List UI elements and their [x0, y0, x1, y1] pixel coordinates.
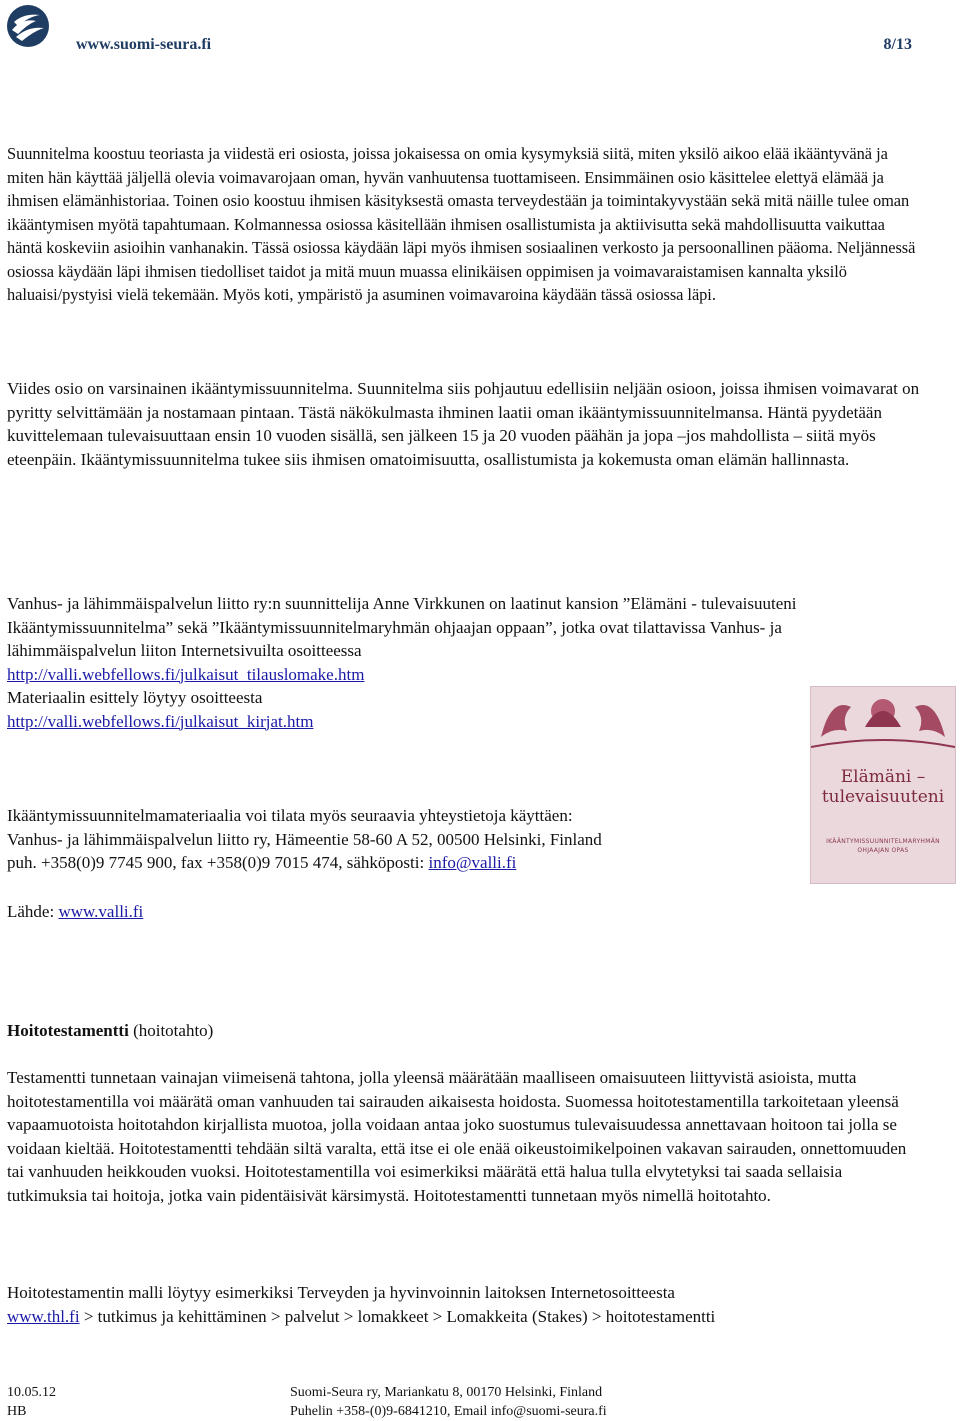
- source-label: Lähde:: [7, 902, 59, 921]
- contact-address: Vanhus- ja lähimmäispalvelun liitto ry, Hämeentie 58-60 A 52, 00500 Helsinki, Finland: [7, 829, 602, 849]
- heading-rest: (hoitotahto): [128, 1021, 214, 1040]
- material-text: Vanhus- ja lähimmäispalvelun liitto ry:n suunnittelija Anne Virkkunen on laatinut kansion ”Elämäni - tulevaisuuteni Ikääntymissuunnitelma” sekä ”Ikääntymissuunnitelmaryhmän ohjaajan oppaan”, jotka ovat tilattavissa Vanhus- ja lähimmäispalvelun liiton Internetsivuilta osoitteessa: [7, 594, 797, 660]
- ornament-graphic: [811, 687, 955, 751]
- section-heading: [7, 1019, 922, 1043]
- book-cover-image: [810, 686, 956, 884]
- paragraph-material: [7, 592, 887, 733]
- footer-initials: HB: [7, 1404, 27, 1419]
- order-form-link[interactable]: http://valli.webfellows.fi/julkaisut_tilauslomake.htm: [7, 664, 365, 684]
- email-link[interactable]: info@valli.fi: [428, 853, 517, 872]
- header-url[interactable]: www.suomi-seura.fi: [76, 36, 212, 53]
- footer-contact: Puhelin +358-(0)9-6841210, Email info@suomi-seura.fi: [290, 1404, 607, 1419]
- paragraph-living-will: Testamentti tunnetaan vainajan viimeisenä tahtona, jolla yleensä määrätään maalliseen omaisuuteen liittyvistä asioista, mutta hoitotestamentilla voi määrätä oman vanhuuden tai sairauden aikaisesta hoidosta. Suomessa hoitotestamentilla tarkoitetaan yleensä vapaamuotoista hoitotahdon kirjallista muotoa, jolla voidaan antaa joko suostumus tulevaisuudessa annettavaan hoitoon tai jolla se voidaan kieltää. Hoitotestamentti tehdään siltä varalta, että itse ei ole enää oikeustoimikelpoinen vakavan sairauden, onnettomuuden tai vanhuuden heikkouden vuoksi. Hoitotestamentilla voi esimerkiksi määrätä että halua tulla elvytetyksi tai saada sellaisia tutkimuksia tai hoitoja, jotka vain pidentäisivät kärsimystä. Hoitotestamentti tunnetaan myös nimellä hoitotahto.: [7, 1068, 907, 1205]
- cover-title: [811, 767, 955, 807]
- paragraph-source: [7, 900, 922, 924]
- paragraph-thl: [7, 1281, 907, 1328]
- contact-intro: Ikääntymissuunnitelmamateriaalia voi tilata myös seuraavia yhteystietoja käyttäen:: [7, 806, 573, 825]
- footer-org: Suomi-Seura ry, Mariankatu 8, 00170 Helsinki, Finland: [290, 1385, 603, 1400]
- cover-subtitle-line1: IKÄÄNTYMISSUUNNITELMARYHMÄN: [826, 838, 940, 845]
- paragraph-fifth-section: Viides osio on varsinainen ikääntymissuunnitelma. Suunnitelma siis pohjautuu edellisiin neljään osioon, joissa ihmisen voimavarat on pyritty selvittämään ja nostamaan pintaan. Tästä näkökulmasta ihminen laatii oman ikääntymissuunnitelmansa. Häntä pyydetään kuvittelemaan tulevaisuuttaan ensin 10 vuoden sisällä, sen jälkeen 15 ja 20 vuoden päähän ja jopa –jos mahdollista – siitä myös eteenpäin. Ikääntymissuunnitelma tukee siis ihmisen omatoimisuutta, osallistumista ja kokemusta oman elämän hallinnasta.: [7, 379, 920, 469]
- heading-bold: Hoitotestamentti: [7, 1021, 129, 1040]
- page-number: 8/13: [883, 36, 912, 53]
- books-link[interactable]: http://valli.webfellows.fi/julkaisut_kirjat.htm: [7, 711, 314, 731]
- thl-text: Hoitotestamentin malli löytyy esimerkiksi Terveyden ja hyvinvoinnin laitoksen Internetosoitteesta: [7, 1283, 675, 1302]
- contact-phone: puh. +358(0)9 7745 900, fax +358(0)9 7015 474, sähköposti:: [7, 853, 429, 872]
- paragraph-contact: [7, 804, 767, 875]
- footer-left: [7, 1383, 56, 1421]
- footer-right: [290, 1383, 607, 1421]
- cover-title-line1: Elämäni –: [840, 767, 926, 787]
- thl-path: > tutkimus ja kehittäminen > palvelut > lomakkeet > Lomakkeita (Stakes) > hoitotestamentti: [79, 1306, 716, 1326]
- cover-title-line2: tulevaisuuteni: [821, 787, 945, 807]
- cover-subtitle: [817, 837, 949, 855]
- cover-subtitle-line2: OHJAAJAN OPAS: [857, 847, 909, 854]
- source-link[interactable]: www.valli.fi: [58, 902, 144, 921]
- paragraph-sections: Suunnitelma koostuu teoriasta ja viidestä eri osiosta, joissa jokaisessa on omia kysymyksiä siitä, miten yksilö aikoo elää ikääntyvänä ja miten hän käyttää jäljellä olevia voimavarojaan oman, hyvän vanhuutensa tuottamiseen. Ensimmäinen osio käsittelee elettyä elämää ja ihmisen elämänhistoriaa. Toinen osio koostuu ihmisen käsityksestä omasta terveydestään ja toimintakyvystään sekä mitä näille tulee oman ikääntymisen myötä tapahtumaan. Kolmannessa osiossa käsitellään ihmisen osallistumista ja aktiivisutta sekä mahdollisuutta vaikuttaa häntä koskeviin asioihin vanhanakin. Tässä osiossa käydään läpi myös ihmisen sosiaalinen verkosto ja persoonallinen pääoma. Neljännessä osiossa käydään läpi ihmisen tiedolliset taidot ja mitä muun muassa elinikäisen oppimisen ja voimavaraistamisen kannalta yksilö haluaisi/pystyisi vielä tekemään. Myös koti, ympäristö ja asuminen voimavaroina käydään tässä osiossa läpi.: [7, 144, 916, 304]
- suomi-seura-logo: [6, 4, 50, 48]
- material-intro-text: Materiaalin esittely löytyy osoitteesta: [7, 688, 263, 707]
- thl-link[interactable]: www.thl.fi: [7, 1306, 80, 1326]
- footer-date: 10.05.12: [7, 1385, 56, 1400]
